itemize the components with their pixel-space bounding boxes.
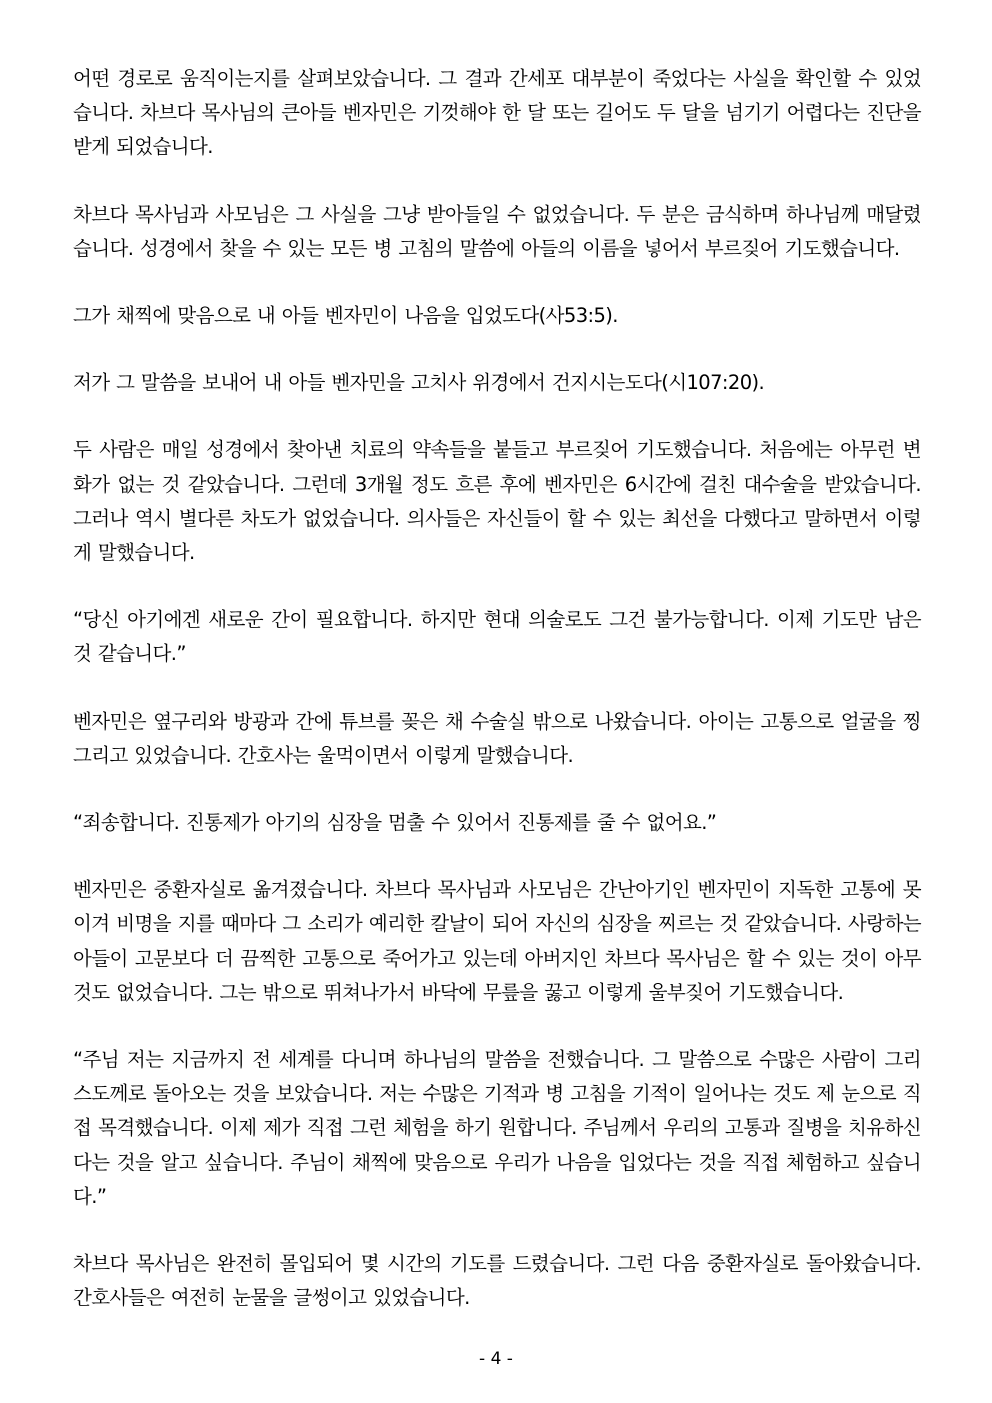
prayer-quote: “주님 저는 지금까지 전 세계를 다니며 하나님의 말씀을 전했습니다. 그 말씀으로 수많은 사람이 그리스도께로 돌아오는 것을 보았습니다. 저는 수많은 기적과 병 고침을 기적이 일어나는 것도 제 눈으로 직접 목격했습니다. 이제 제가 직접 그런 체험을 하기 원합니다. 주님께서 우리의 고통과 질병을 치유하신다는 것을 알고 싶습니다. 주님이 채찍에 맞음으로 우리가 나음을 입었다는 것을 직접 체험하고 싶습니다.” <box>73 1048 921 1208</box>
paragraph: 두 사람은 매일 성경에서 찾아낸 치료의 약속들을 붙들고 부르짖어 기도했습니다. 처음에는 아무런 변화가 없는 것 같았습니다. 그런데 3개월 정도 흐른 후에 벤자민은 6시간에 걸친 대수술을 받았습니다. 그러나 역시 별다른 차도가 없었습니다. 의사들은 자신들이 할 수 있는 최선을 다했다고 말하면서 이렇게 말했습니다. <box>73 438 921 565</box>
paragraph: 벤자민은 옆구리와 방광과 간에 튜브를 꽂은 채 수술실 밖으로 나왔습니다. 아이는 고통으로 얼굴을 찡그리고 있었습니다. 간호사는 울먹이면서 이렇게 말했습니다. <box>73 709 921 767</box>
scripture-quote: 그가 채찍에 맞음으로 내 아들 벤자민이 나음을 입었도다(사53:5). <box>73 304 618 328</box>
dialogue-quote: “당신 아기에겐 새로운 간이 필요합니다. 하지만 현대 의술로도 그건 불가능합니다. 이제 기도만 남은 것 같습니다.” <box>73 608 921 666</box>
dialogue-quote: “죄송합니다. 진통제가 아기의 심장을 멈출 수 있어서 진통제를 줄 수 없어요.” <box>73 811 717 835</box>
paragraph: 어떤 경로로 움직이는지를 살펴보았습니다. 그 결과 간세포 대부분이 죽었다는 사실을 확인할 수 있었습니다. 차브다 목사님의 큰아들 벤자민은 기껏해야 한 달 또는 길어도 두 달을 넘기기 어렵다는 진단을 받게 되었습니다. <box>73 67 921 159</box>
page-number: - 4 - <box>479 1349 513 1369</box>
paragraph: 차브다 목사님은 완전히 몰입되어 몇 시간의 기도를 드렸습니다. 그런 다음 중환자실로 돌아왔습니다. 간호사들은 여전히 눈물을 글썽이고 있었습니다. <box>73 1252 921 1310</box>
document-body <box>73 62 921 1348</box>
paragraph: 벤자민은 중환자실로 옮겨졌습니다. 차브다 목사님과 사모님은 간난아기인 벤자민이 지독한 고통에 못 이겨 비명을 지를 때마다 그 소리가 예리한 칼날이 되어 자신의 심장을 찌르는 것 같았습니다. 사랑하는 아들이 고문보다 더 끔찍한 고통으로 죽어가고 있는데 아버지인 차브다 목사님은 할 수 있는 것이 아무것도 없었습니다. 그는 밖으로 뛰쳐나가서 바닥에 무릎을 꿇고 이렇게 울부짖어 기도했습니다. <box>73 878 921 1004</box>
paragraph: 차브다 목사님과 사모님은 그 사실을 그냥 받아들일 수 없었습니다. 두 분은 금식하며 하나님께 매달렸습니다. 성경에서 찾을 수 있는 모든 병 고침의 말씀에 아들의 이름을 넣어서 부르짖어 기도했습니다. <box>73 202 921 260</box>
scripture-quote: 저가 그 말씀을 보내어 내 아들 벤자민을 고치사 위경에서 건지시는도다(시107:20). <box>73 371 765 395</box>
